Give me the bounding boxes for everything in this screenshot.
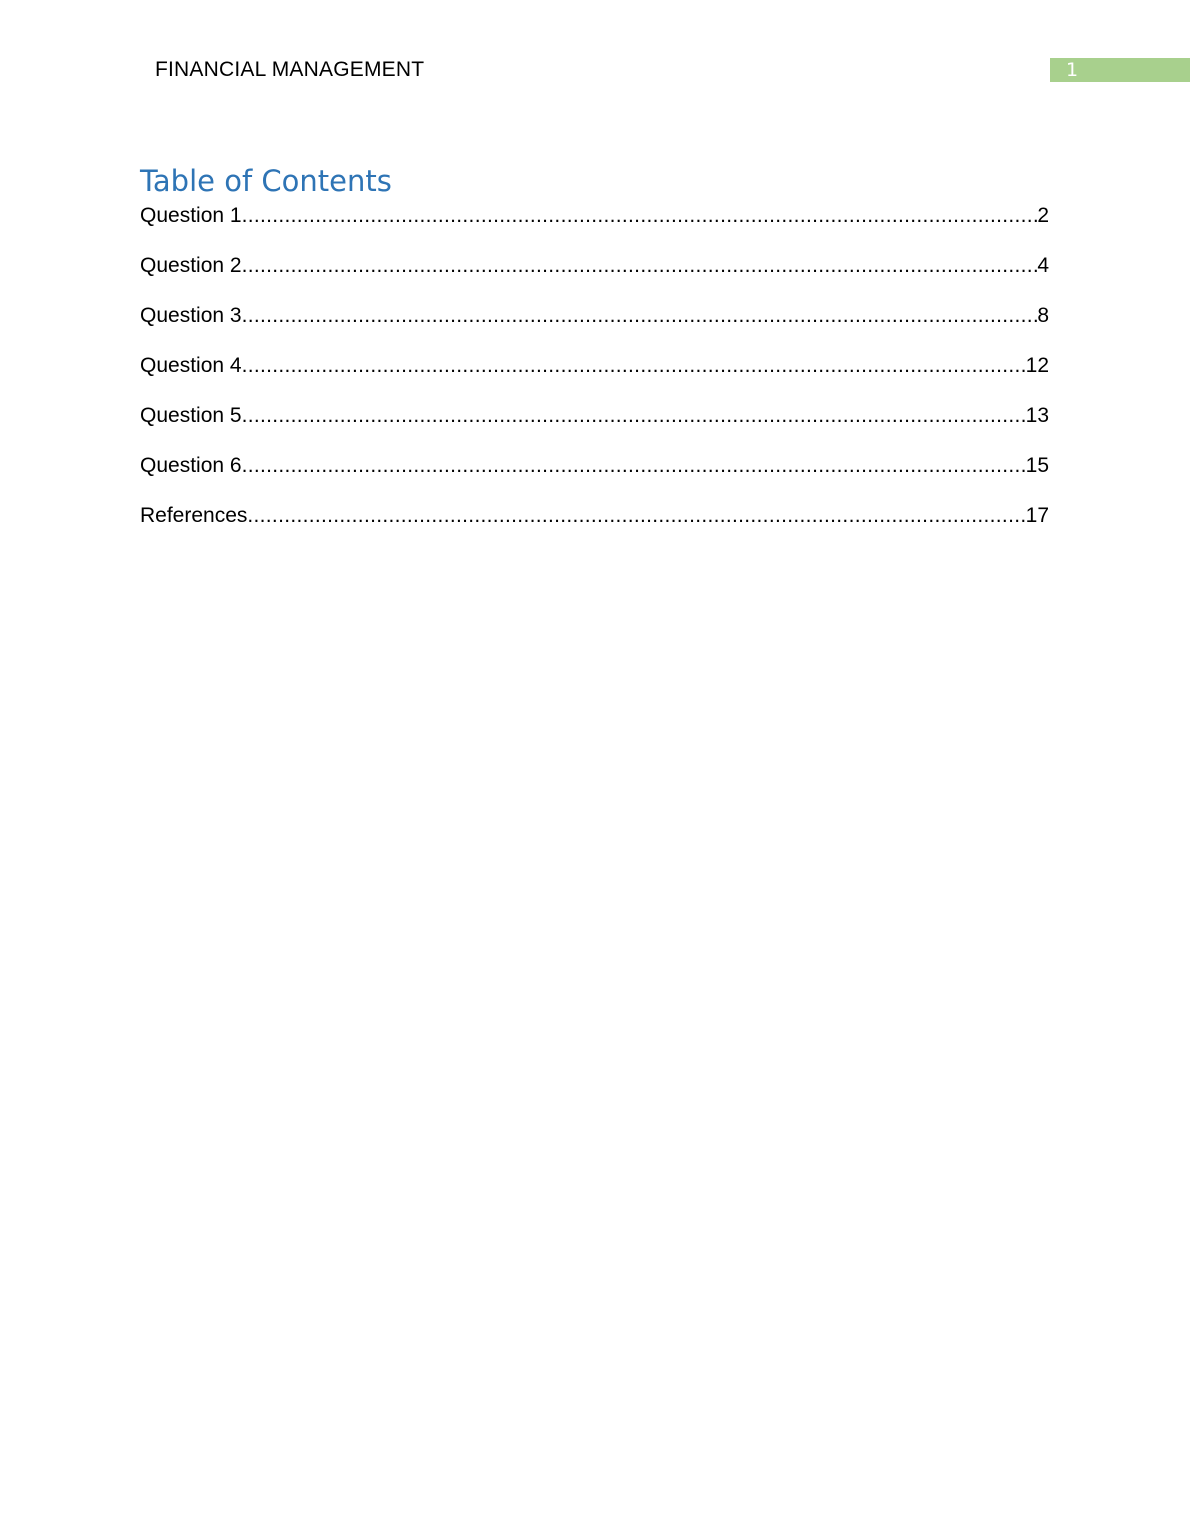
- toc-dot-leader: [242, 200, 1038, 232]
- toc-entry[interactable]: [140, 400, 1049, 432]
- toc-list: [140, 200, 1049, 550]
- toc-dot-leader: [242, 400, 1026, 432]
- page-number: 1: [1066, 59, 1079, 81]
- toc-entry-page: 17: [1025, 504, 1049, 527]
- toc-entry-page: 13: [1025, 404, 1049, 427]
- toc-entry-page: 8: [1037, 304, 1049, 327]
- toc-entry[interactable]: [140, 450, 1049, 482]
- toc-entry[interactable]: [140, 200, 1049, 232]
- toc-entry-page: 12: [1025, 354, 1049, 377]
- toc-entry-page: 4: [1037, 254, 1049, 277]
- toc-dot-leader: [242, 300, 1038, 332]
- toc-dot-leader: [242, 350, 1026, 382]
- toc-entry-page: 2: [1037, 204, 1049, 227]
- toc-dot-leader: [242, 450, 1026, 482]
- toc-entry[interactable]: [140, 350, 1049, 382]
- toc-dot-leader: [247, 500, 1025, 532]
- toc-heading: Table of Contents: [140, 164, 392, 198]
- toc-entry-label: References: [140, 504, 248, 527]
- toc-entry-label: Question 3: [140, 304, 242, 327]
- page-number-badge: [1050, 58, 1190, 82]
- toc-dot-leader: [242, 250, 1038, 282]
- toc-entry[interactable]: [140, 300, 1049, 332]
- toc-entry-page: 15: [1025, 454, 1049, 477]
- toc-entry-label: Question 4: [140, 354, 242, 377]
- toc-entry-label: Question 1: [140, 204, 242, 227]
- toc-entry-label: Question 2: [140, 254, 242, 277]
- toc-entry-label: Question 5: [140, 404, 242, 427]
- toc-entry[interactable]: [140, 250, 1049, 282]
- toc-entry-label: Question 6: [140, 454, 242, 477]
- toc-entry[interactable]: [140, 500, 1049, 532]
- document-header-title: FINANCIAL MANAGEMENT: [155, 58, 425, 81]
